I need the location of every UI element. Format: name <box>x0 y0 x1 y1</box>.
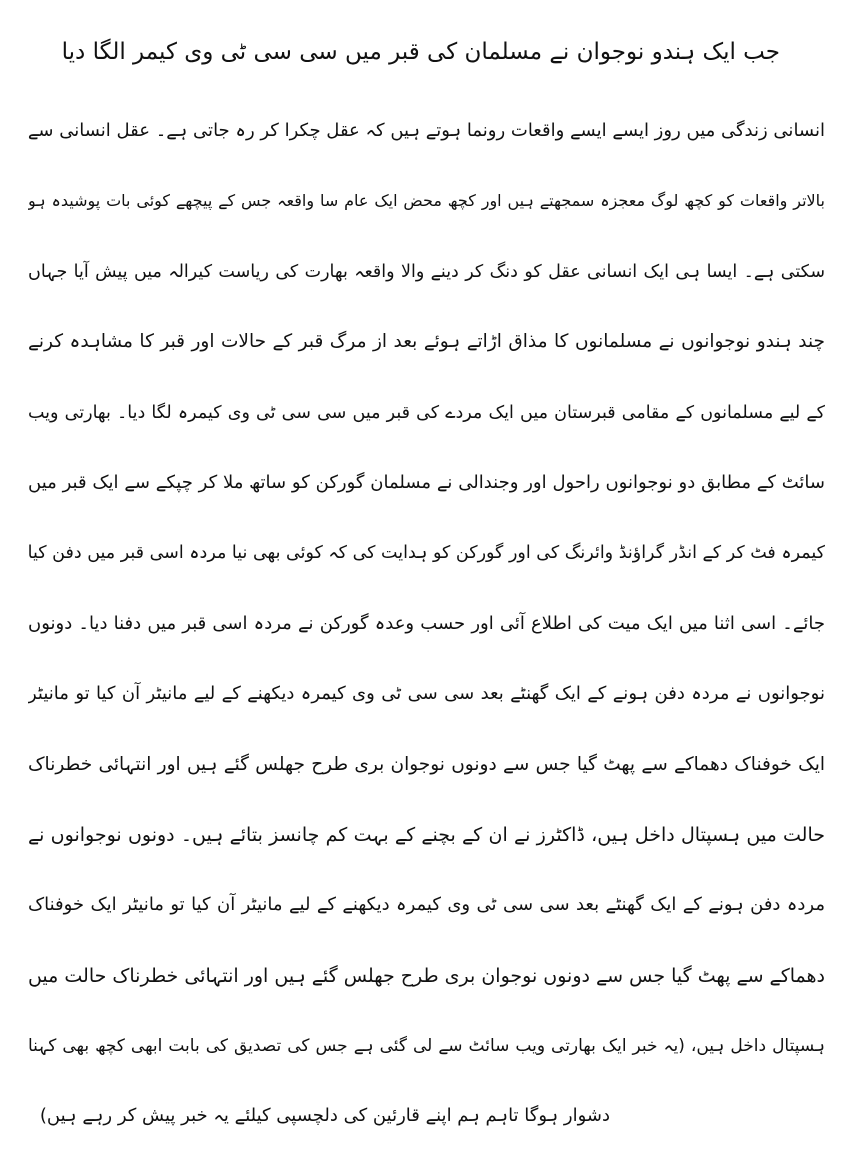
body-line: ایک خوفناک دھماکے سے پھٹ گیا جس سے دونوں نوجوان بری طرح جھلس گئے ہیں اور انتہائی خطرناک <box>28 753 825 775</box>
body-line: انسانی زندگی میں روز ایسے ایسے واقعات رونما ہوتے ہیں کہ عقل چکرا کر رہ جاتی ہے۔ عقل انسانی سے <box>28 120 825 141</box>
body-line: حالت میں ہسپتال داخل ہیں، ڈاکٹرز نے ان کے بچنے کے بہت کم چانسز بتائے ہیں۔ دونوں نوجوانوں نے <box>28 823 825 846</box>
body-line: دشوار ہوگا تاہم ہم اپنے قارئین کی دلچسپی کیلئے یہ خبر پیش کر رہے ہیں) <box>39 1105 610 1127</box>
article-body <box>28 100 825 1156</box>
body-line: چند ہندو نوجوانوں نے مسلمانوں کا مذاق اڑاتے ہوئے بعد از مرگ قبر کے حالات اور قبر کا مشاہدہ کرنے <box>28 331 825 353</box>
body-line: مردہ دفن ہونے کے ایک گھنٹے بعد سی سی ٹی وی کیمرہ دیکھنے کے لیے مانیٹر آن کیا تو مانیٹر ایک خوفناک <box>28 894 825 916</box>
body-line: سکتی ہے۔ ایسا ہی ایک انسانی عقل کو دنگ کر دینے والا واقعہ بھارت کی ریاست کیرالہ میں پیش آیا جہاں <box>28 261 825 282</box>
body-line: دھماکے سے پھٹ گیا جس سے دونوں نوجوان بری طرح جھلس گئے ہیں اور انتہائی خطرناک حالت میں <box>28 964 825 987</box>
body-line: جائے۔ اسی اثنا میں ایک میت کی اطلاع آئی اور حسب وعدہ گورکن نے مردہ اسی قبر میں دفنا دیا۔ دونوں <box>28 612 825 634</box>
body-line: سائٹ کے مطابق دو نوجوانوں راحول اور وجندالی نے مسلمان گورکن کو ساتھ ملا کر چپکے سے ایک قبر میں <box>28 471 825 493</box>
body-line: کے لیے مسلمانوں کے مقامی قبرستان میں ایک مردے کی قبر میں سی سی ٹی وی کیمرہ لگا دیا۔ بھارتی ویب <box>28 402 825 423</box>
article-headline: جب ایک ہندو نوجوان نے مسلمان کی قبر میں سی سی ٹی وی کیمر الگا دیا <box>61 39 780 65</box>
body-line: نوجوانوں نے مردہ دفن ہونے کے ایک گھنٹے بعد سی سی ٹی وی کیمرہ دیکھنے کے لیے مانیٹر آن کیا تو مانیٹر <box>28 683 825 705</box>
body-line: بالاتر واقعات کو کچھ لوگ معجزہ سمجھتے ہیں اور کچھ محض ایک عام سا واقعہ جس کے پیچھے کوئی بات پوشیدہ ہو <box>28 191 825 211</box>
body-line: کیمرہ فٹ کر کے انڈر گراؤنڈ وائرنگ کی اور گورکن کو ہدایت کی کہ کوئی بھی نیا مردہ اسی قبر میں دفن کیا <box>28 543 825 564</box>
body-line: ہسپتال داخل ہیں، (یہ خبر ایک بھارتی ویب سائٹ سے لی گئی ہے جس کی تصدیق کی بابت ابھی کچھ بھی کہنا <box>28 1036 825 1057</box>
